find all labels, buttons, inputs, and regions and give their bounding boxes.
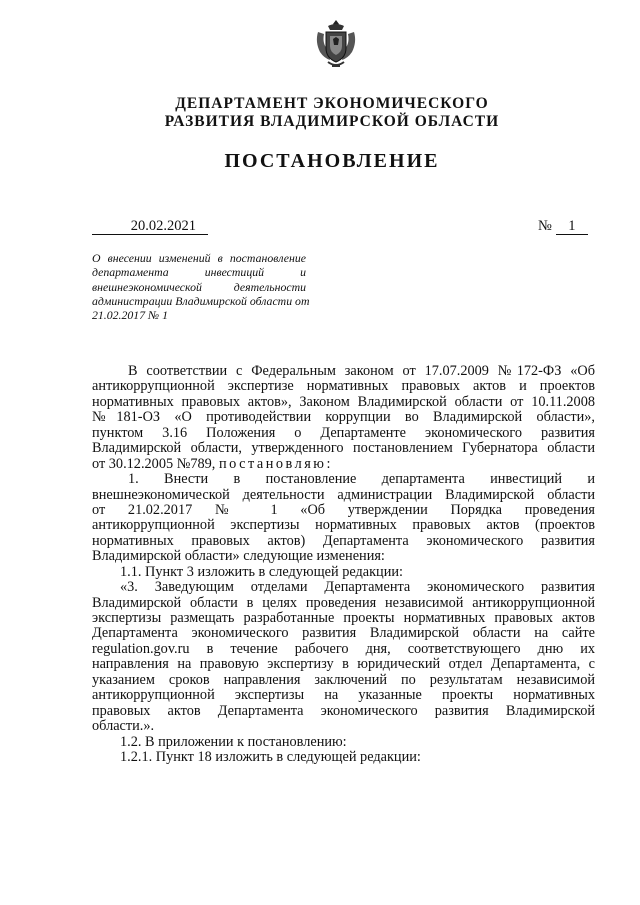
body-line: 1.2. В приложении к постановлению: <box>120 733 347 750</box>
body-line: В соответствии с Федеральным законом от 17.07.2009 №172-ФЗ «Об <box>128 363 595 379</box>
coat-of-arms-icon <box>314 18 358 70</box>
number-label: № <box>538 218 552 234</box>
body-line: Владимирской области» следующие изменения: <box>92 548 385 565</box>
body-line: нормативных правовых актов», Законом Владимирской области от 10.11.2008 <box>92 393 595 410</box>
body-line: Владимирской области, утвержденного постановлением Губернатора области <box>92 440 595 457</box>
body-line: №181-ОЗ «О противодействии коррупции во Владимирской области», <box>92 409 595 426</box>
body-line: экспертизы размещать разработанные проекты нормативных правовых актов <box>92 610 595 626</box>
body-line: внешнеэкономической деятельности администрации Владимирской области <box>92 486 595 503</box>
body-line: 1.2.1. Пункт 18 изложить в следующей редакции: <box>120 748 421 765</box>
number-value: 1 <box>556 218 588 235</box>
body-line: 1. Внести в постановление департамента инвестиций и <box>128 471 595 488</box>
body-line: указанием сроков направления заключений по результатам независимой <box>92 671 595 688</box>
body-line: regulation.gov.ru в течение рабочего дня, соответствующего дню их <box>92 640 595 657</box>
subject-line: 21.02.2017 № 1 <box>92 308 169 323</box>
subject-line: департамента инвестиций и <box>92 265 306 280</box>
body-line: 1.1. Пункт 3 изложить в следующей редакции: <box>120 563 403 580</box>
date-value: 20.02.2021 <box>130 218 196 234</box>
body-line: антикоррупционной экспертизы нормативных правовых актов (проектов <box>92 517 595 534</box>
subject-line: О внесении изменений в постановление <box>92 251 306 265</box>
document-title: ПОСТАНОВЛЕНИЕ <box>224 150 440 172</box>
body-line: правовых актов Департамента экономического развития Владимирской <box>92 702 595 719</box>
resolve-word: постановляю: <box>218 455 333 472</box>
body-line: антикоррупционной экспертизе нормативных правовых актов и проектов <box>92 378 595 395</box>
body-line: направления на правовую экспертизу в юридический отдел Департамента, с <box>92 656 595 673</box>
body-line: «3. Заведующим отделами Департамента экономического развития <box>120 579 595 596</box>
body-line-text: от 30.12.2005 №789, <box>92 455 216 472</box>
body-line: области.». <box>92 718 155 735</box>
body-line: от 21.02.2017 № 1 «Об утверждении Порядка проведения <box>92 501 595 518</box>
document-date <box>92 218 208 235</box>
subject-line: внешнеэкономической деятельности <box>92 279 306 294</box>
document-body <box>92 364 595 765</box>
document-number <box>538 218 588 235</box>
body-line <box>92 457 595 472</box>
department-name-line2: РАЗВИТИЯ ВЛАДИМИРСКОЙ ОБЛАСТИ <box>164 113 500 130</box>
body-line: Владимирской области в целях проведения независимой антикоррупционной <box>92 594 595 611</box>
body-line: нормативных правовых актов) Департамента экономического развития <box>92 532 595 549</box>
body-line: пунктом 3.16 Положения о Департаменте экономического развития <box>92 424 595 441</box>
body-line: антикоррупционной экспертизы на указанные проекты нормативных <box>92 687 595 704</box>
body-line: Департамента экономического развития Владимирской области на сайте <box>92 625 595 642</box>
document-subject <box>92 251 310 323</box>
department-name-line1: ДЕПАРТАМЕНТ ЭКОНОМИЧЕСКОГО <box>175 95 489 112</box>
subject-line: администрации Владимирской области от <box>92 293 310 308</box>
